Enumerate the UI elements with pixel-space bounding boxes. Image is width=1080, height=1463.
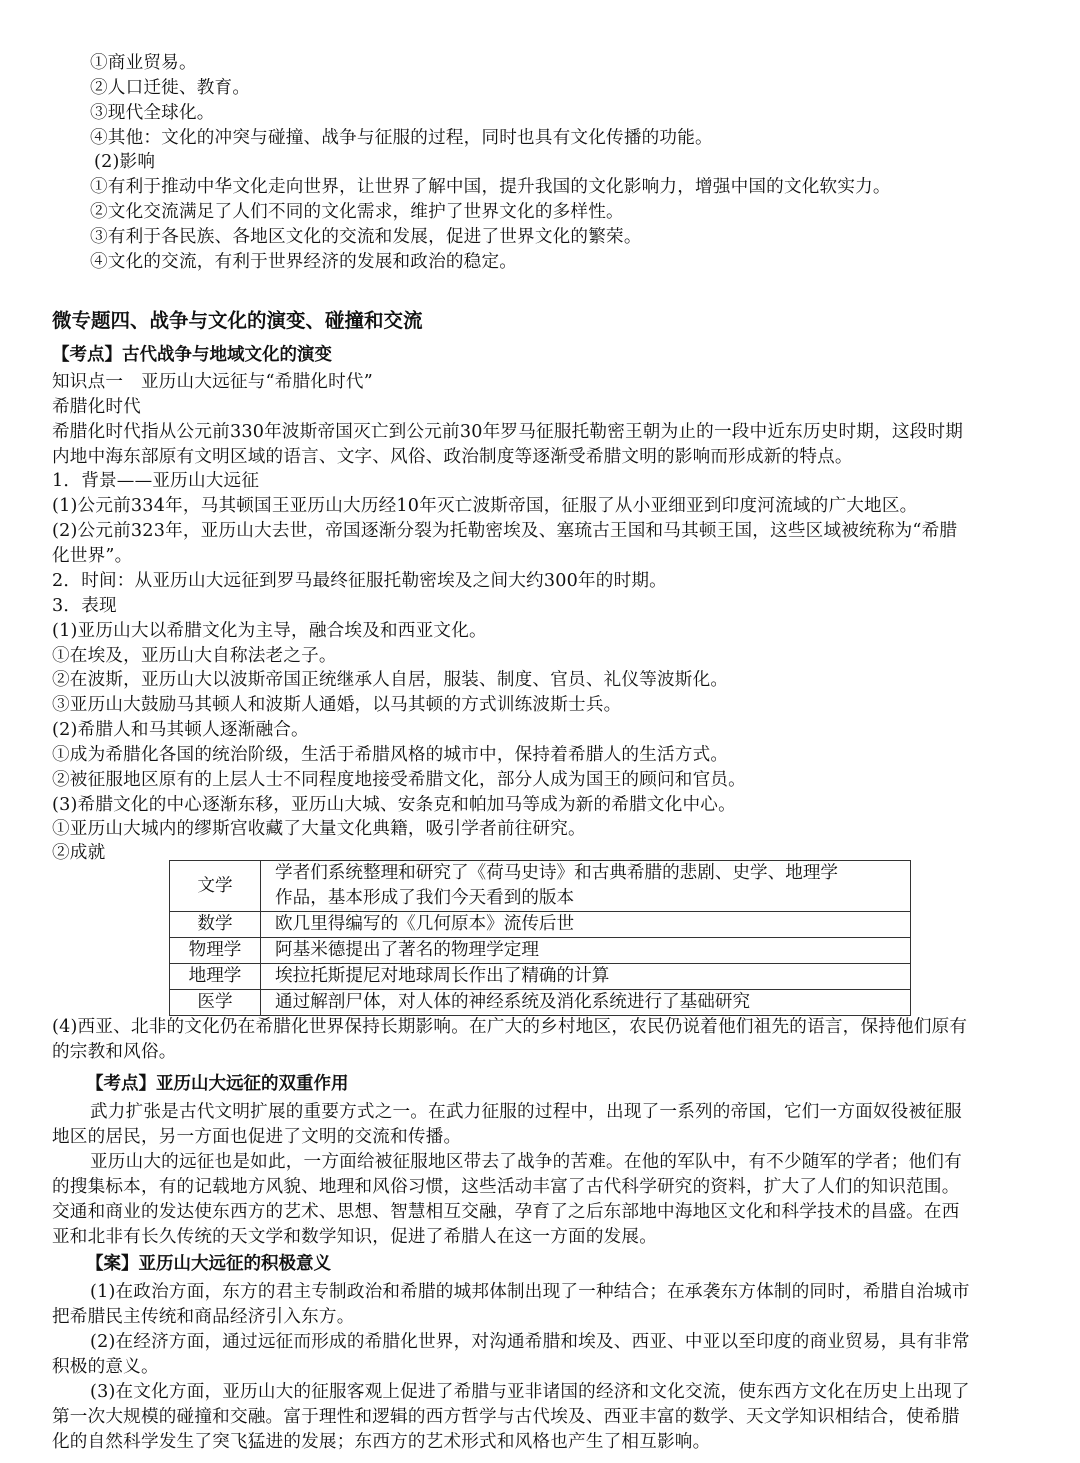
hellenistic-definition: 内地中海东部原有文明区域的语言、文字、风俗、政治制度等逐渐受希腊文明的影响而形成新的特点。 [52, 447, 853, 467]
paragraph-line: 亚历山大的远征也是如此，一方面给被征服地区带去了战争的苦难。在他的军队中，有不少随军的学者；他们有 [90, 1152, 962, 1172]
list-item-other: ④其他：文化的冲突与碰撞、战争与征服的过程，同时也具有文化传播的功能。 [90, 128, 713, 148]
hellenistic-title: 希腊化时代 [52, 397, 141, 417]
table-cell-field: 地理学 [170, 964, 261, 990]
list-item-trade: ①商业贸易。 [90, 53, 197, 73]
table-cell-description: 通过解剖尸体，对人体的神经系统及消化系统进行了基础研究 [261, 990, 911, 1016]
case-heading: 【案】亚历山大远征的积极意义 [86, 1254, 331, 1274]
performance-item: (1)亚历山大以希腊文化为主导，融合埃及和西亚文化。 [52, 621, 487, 641]
performance-item-4: 的宗教和风俗。 [52, 1042, 177, 1062]
time-line: 2．时间：从亚历山大远征到罗马最终征服托勒密埃及之间大约300年的时期。 [52, 571, 667, 591]
paragraph-line: 亚和北非有长久传统的天文学和数学知识，促进了希腊人在这一方面的发展。 [52, 1227, 657, 1247]
performance-item: ③亚历山大鼓励马其顿人和波斯人通婚，以马其顿的方式训练波斯士兵。 [52, 695, 622, 715]
achievements-label: ②成就 [52, 843, 106, 863]
table-cell-description: 埃拉托斯提尼对地球周长作出了精确的计算 [261, 964, 911, 990]
influence-item: ①有利于推动中华文化走向世界，让世界了解中国，提升我国的文化影响力，增强中国的文化软实力。 [90, 177, 891, 197]
table-cell-description: 阿基米德提出了著名的物理学定理 [261, 938, 911, 964]
paragraph-line: 交通和商业的发达使东西方的艺术、思想、智慧相互交融，孕育了之后东部地中海地区文化和科学技术的昌盛。在西 [52, 1202, 960, 1222]
section-title: 微专题四、战争与文化的演变、碰撞和交流 [52, 309, 423, 332]
paragraph-line: (1)在政治方面，东方的君主专制政治和希腊的城邦体制出现了一种结合；在承袭东方体制的同时，希腊自治城市 [90, 1282, 970, 1302]
influence-heading: (2)影响 [94, 152, 156, 172]
achievements-table [169, 860, 911, 1016]
background-item: 化世界”。 [52, 546, 133, 566]
list-item-migration: ②人口迁徙、教育。 [90, 78, 251, 98]
paragraph-line: 地区的居民，另一方面也促进了文明的交流和传播。 [52, 1127, 462, 1147]
table-row [170, 938, 911, 964]
kaodian-heading: 【考点】古代战争与地域文化的演变 [52, 345, 332, 365]
table-cell-description: 欧几里得编写的《几何原本》流传后世 [261, 912, 911, 938]
background-heading: 1．背景——亚历山大远征 [52, 471, 260, 491]
table-cell-field: 医学 [170, 990, 261, 1016]
performance-item: ①成为希腊化各国的统治阶级，生活于希腊风格的城市中，保持着希腊人的生活方式。 [52, 745, 729, 765]
paragraph-line: 第一次大规模的碰撞和交融。富于理性和逻辑的西方哲学与古代埃及、西亚丰富的数学、天文学知识相结合，使希腊 [52, 1407, 960, 1427]
table-cell-field: 文学 [170, 861, 261, 912]
influence-item: ③有利于各民族、各地区文化的交流和发展，促进了世界文化的繁荣。 [90, 227, 642, 247]
influence-item: ②文化交流满足了人们不同的文化需求，维护了世界文化的多样性。 [90, 202, 624, 222]
paragraph-line: (2)在经济方面，通过远征而形成的希腊化世界，对沟通希腊和埃及、西亚、中亚以至印度的商业贸易，具有非常 [90, 1332, 970, 1352]
cell-line: 学者们系统整理和研究了《荷马史诗》和古典希腊的悲剧、史学、地理学 [275, 863, 839, 883]
table-row [170, 861, 911, 912]
performance-item-4: (4)西亚、北非的文化仍在希腊化世界保持长期影响。在广大的乡村地区，农民仍说着他们祖先的语言，保持他们原有 [52, 1017, 968, 1037]
table-row [170, 964, 911, 990]
table-cell-description [261, 861, 911, 912]
performance-item: ②在波斯，亚历山大以波斯帝国正统继承人自居，服装、制度、官员、礼仪等波斯化。 [52, 670, 729, 690]
background-item: (1)公元前334年，马其顿国王亚历山大历经10年灭亡波斯帝国，征服了从小亚细亚到印度河流域的广大地区。 [52, 496, 918, 516]
hellenistic-definition: 希腊化时代指从公元前330年波斯帝国灭亡到公元前30年罗马征服托勒密王朝为止的一段中近东历史时期，这段时期 [52, 422, 964, 442]
paragraph-line: 武力扩张是古代文明扩展的重要方式之一。在武力征服的过程中，出现了一系列的帝国，它们一方面奴役被征服 [90, 1102, 962, 1122]
performance-item: (2)希腊人和马其顿人逐渐融合。 [52, 720, 309, 740]
paragraph-line: 的搜集标本，有的记载地方风貌、地理和风俗习惯，这些活动丰富了古代科学研究的资料，扩大了人们的知识范围。 [52, 1177, 960, 1197]
performance-item: ①亚历山大城内的缪斯宫收藏了大量文化典籍，吸引学者前往研究。 [52, 819, 586, 839]
cell-line: 作品，基本形成了我们今天看到的版本 [275, 888, 575, 908]
performance-heading: 3．表现 [52, 596, 117, 616]
table-cell-field: 数学 [170, 912, 261, 938]
performance-item: ①在埃及，亚历山大自称法老之子。 [52, 646, 337, 666]
table-row [170, 990, 911, 1016]
performance-item: ②被征服地区原有的上层人士不同程度地接受希腊文化，部分人成为国王的顾问和官员。 [52, 770, 746, 790]
knowledge-point: 知识点一 亚历山大远征与“希腊化时代” [52, 372, 373, 392]
table-row [170, 912, 911, 938]
paragraph-line: 把希腊民主传统和商品经济引入东方。 [52, 1307, 355, 1327]
background-item: (2)公元前323年，亚历山大去世，帝国逐渐分裂为托勒密埃及、塞琉古王国和马其顿王国，这些区域被统称为“希腊 [52, 521, 958, 541]
performance-item: (3)希腊文化的中心逐渐东移，亚历山大城、安条克和帕加马等成为新的希腊文化中心。 [52, 795, 736, 815]
table-cell-field: 物理学 [170, 938, 261, 964]
paragraph-line: (3)在文化方面，亚历山大的征服客观上促进了希腊与亚非诸国的经济和文化交流，使东西方文化在历史上出现了 [90, 1382, 970, 1402]
influence-item: ④文化的交流，有利于世界经济的发展和政治的稳定。 [90, 252, 518, 272]
kaodian-heading: 【考点】亚历山大远征的双重作用 [86, 1074, 349, 1094]
list-item-globalization: ③现代全球化。 [90, 103, 215, 123]
paragraph-line: 化的自然科学发生了突飞猛进的发展；东西方的艺术形式和风格也产生了相互影响。 [52, 1432, 711, 1452]
paragraph-line: 积极的意义。 [52, 1357, 159, 1377]
